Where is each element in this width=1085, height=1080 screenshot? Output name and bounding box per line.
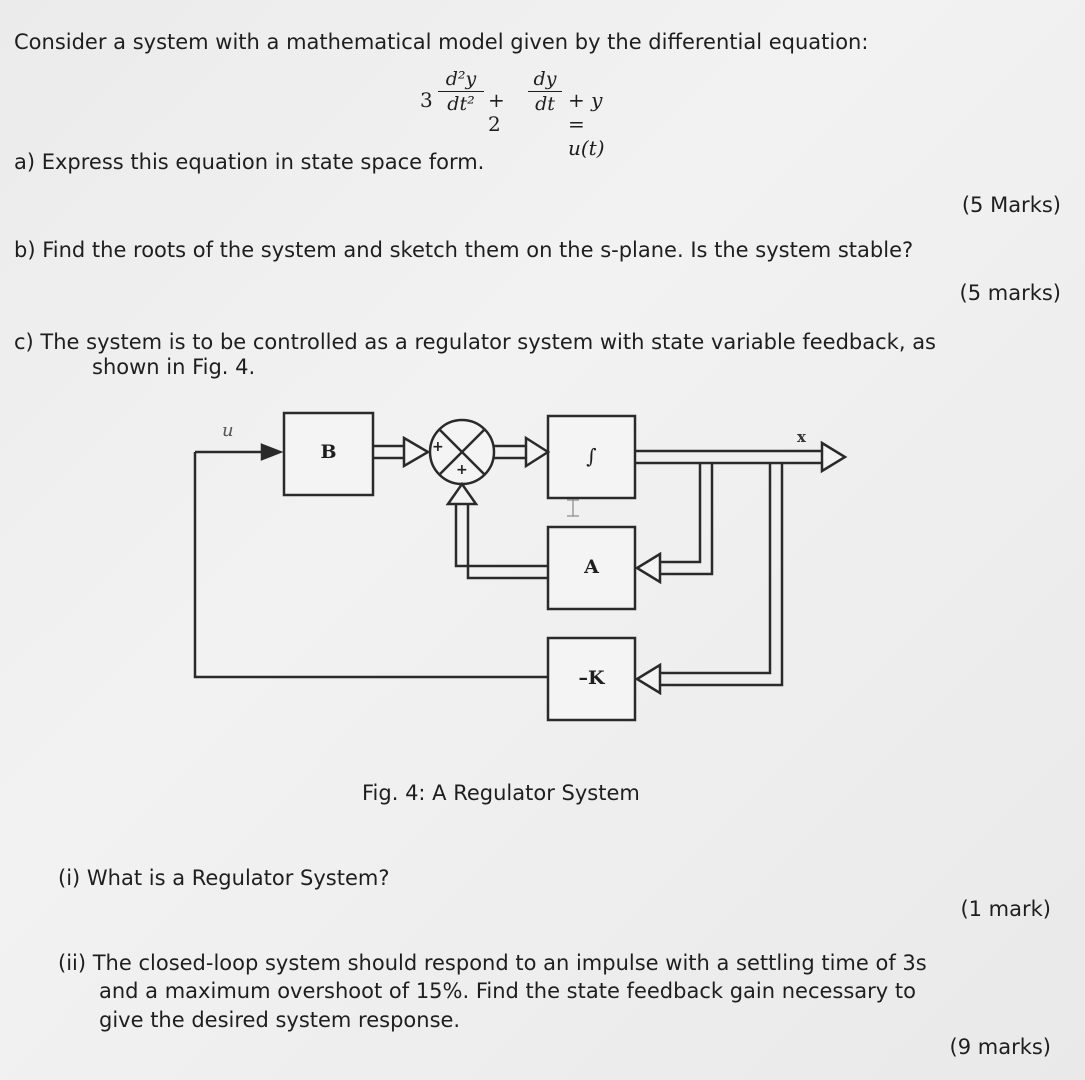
- block-b-label: B: [320, 441, 337, 463]
- block-k-label: –K: [578, 667, 605, 689]
- input-label-u: u: [222, 420, 234, 441]
- eq-coefficient: 3: [420, 88, 433, 112]
- block-integrator-label: ∫: [586, 444, 597, 468]
- intro-text: Consider a system with a mathematical model given by the differential equation:: [14, 30, 869, 54]
- eq-second-derivative: d²y dt²: [438, 68, 484, 115]
- part-b-marks: (5 marks): [959, 281, 1061, 305]
- part-a-marks: (5 Marks): [961, 193, 1061, 217]
- part-c-text-line2: shown in Fig. 4.: [92, 355, 256, 379]
- question-ii-line3: give the desired system response.: [99, 1008, 461, 1032]
- question-ii-line1: (ii) The closed-loop system should respond to an impulse with a settling time of 3s: [58, 951, 927, 975]
- eq-first-derivative: dy dt: [528, 68, 562, 115]
- question-i-marks: (1 mark): [960, 897, 1051, 921]
- part-c-text-line1: c) The system is to be controlled as a regulator system with state variable feedback, as: [14, 330, 937, 354]
- eq-rest: + y = u(t): [568, 88, 605, 160]
- figure-caption: Fig. 4: A Regulator System: [362, 781, 640, 805]
- eq-plus-two: + 2: [488, 88, 505, 136]
- sum-plus-bottom: +: [456, 462, 468, 478]
- question-ii-marks: (9 marks): [949, 1035, 1051, 1059]
- block-a-label: A: [584, 556, 599, 578]
- part-b-text: b) Find the roots of the system and sketch them on the s-plane. Is the system stable?: [14, 238, 914, 262]
- sum-plus-left: +: [432, 439, 444, 455]
- output-label-x: x: [797, 428, 806, 446]
- question-i-text: (i) What is a Regulator System?: [58, 866, 390, 890]
- question-ii-line2: and a maximum overshoot of 15%. Find the state feedback gain necessary to: [99, 979, 916, 1003]
- part-a-text: a) Express this equation in state space form.: [14, 150, 485, 174]
